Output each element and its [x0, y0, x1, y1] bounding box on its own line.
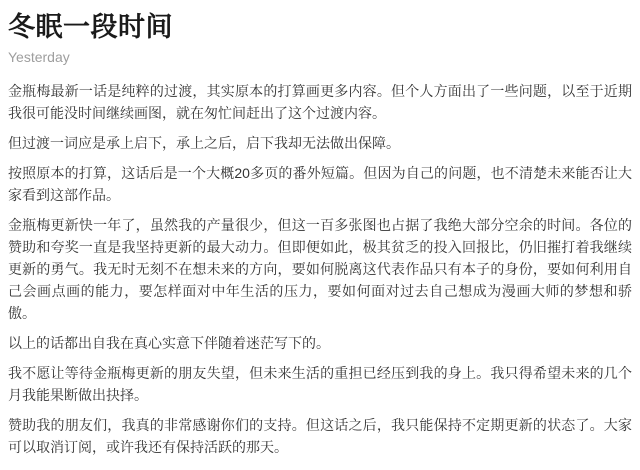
- post-body: [8, 80, 632, 458]
- post-paragraph: 我不愿让等待金瓶梅更新的朋友失望，但未来生活的重担已经压到我的身上。我只得希望未来的几个月我能果断做出抉择。: [8, 365, 632, 403]
- post-paragraph: 金瓶梅更新快一年了，虽然我的产量很少，但这一百多张图也占据了我绝大部分空余的时间。各位的赞助和夸奖一直是我坚持更新的最大动力。但即便如此，极其贫乏的投入回报比，仍旧摧打着我继续更新的勇气。我无时无刻不在想未来的方向，要如何脱离这代表作品只有本子的身份，要如何利用自己会画点画的能力，要怎样面对中年生活的压力，要如何面对过去自己想成为漫画大师的梦想和骄傲。: [8, 217, 632, 321]
- post-paragraph: 但过渡一词应是承上启下，承上之后，启下我却无法做出保障。: [8, 135, 400, 151]
- post-date: Yesterday: [8, 49, 70, 65]
- post-paragraph: 赞助我的朋友们，我真的非常感谢你们的支持。但这话之后，我只能保持不定期更新的状态了。大家可以取消订阅，或许我还有保持活跃的那天。: [8, 417, 632, 455]
- post-title: 冬眠一段时间: [8, 12, 173, 42]
- post-paragraph: 按照原本的打算，这话后是一个大概20多页的番外短篇。但因为自己的问题，也不清楚未来能否让大家看到这部作品。: [8, 165, 632, 203]
- post-paragraph: 以上的话都出自我在真心实意下伴随着迷茫写下的。: [8, 335, 330, 351]
- post-paragraph: 金瓶梅最新一话是纯粹的过渡，其实原本的打算画更多内容。但个人方面出了一些问题，以至于近期我很可能没时间继续画图，就在匆忙间赶出了这个过渡内容。: [8, 83, 632, 121]
